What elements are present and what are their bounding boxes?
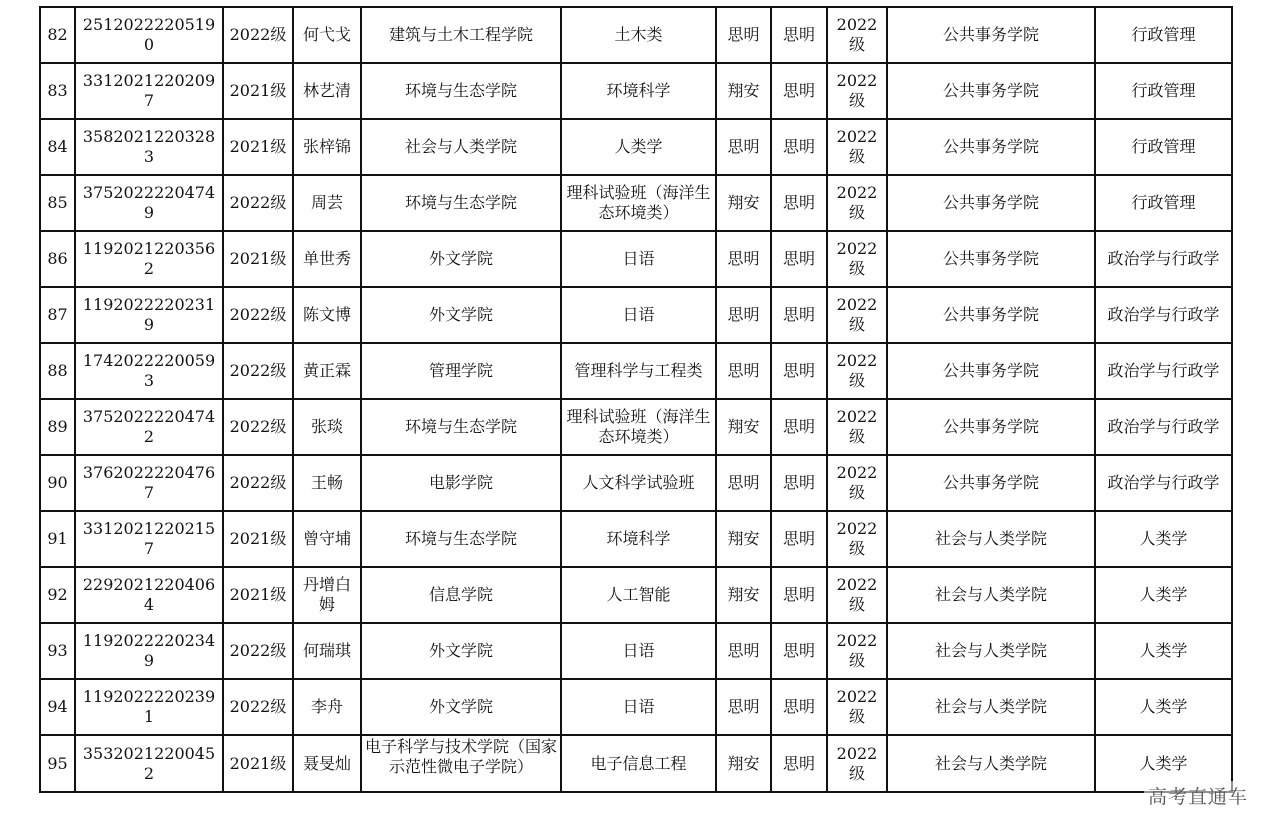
target-major-cell: 政治学与行政学 bbox=[1095, 231, 1232, 287]
target-major-cell: 人类学 bbox=[1095, 623, 1232, 679]
table-row bbox=[40, 399, 1232, 455]
target-major-cell: 行政管理 bbox=[1095, 63, 1232, 119]
student-name-cell: 何弋戈 bbox=[293, 7, 361, 63]
student-name-cell: 聂旻灿 bbox=[293, 735, 361, 792]
target-grade-cell: 2022级 bbox=[827, 679, 887, 735]
grade-cell: 2022级 bbox=[223, 679, 293, 735]
target-grade-cell: 2022级 bbox=[827, 175, 887, 231]
grade-cell: 2022级 bbox=[223, 7, 293, 63]
original-major-cell: 人文科学试验班 bbox=[561, 455, 716, 511]
student-name-cell: 王畅 bbox=[293, 455, 361, 511]
target-campus-cell: 思明 bbox=[771, 567, 827, 623]
target-college-cell: 社会与人类学院 bbox=[887, 679, 1095, 735]
grade-cell: 2022级 bbox=[223, 175, 293, 231]
target-major-cell: 政治学与行政学 bbox=[1095, 455, 1232, 511]
table-row bbox=[40, 7, 1232, 63]
original-college-cell: 外文学院 bbox=[361, 623, 561, 679]
target-major-cell: 行政管理 bbox=[1095, 119, 1232, 175]
original-campus-cell: 思明 bbox=[716, 287, 771, 343]
original-major-cell: 日语 bbox=[561, 623, 716, 679]
original-college-cell: 外文学院 bbox=[361, 287, 561, 343]
original-campus-cell: 思明 bbox=[716, 343, 771, 399]
grade-cell: 2021级 bbox=[223, 231, 293, 287]
table-row bbox=[40, 175, 1232, 231]
table-row bbox=[40, 679, 1232, 735]
original-campus-cell: 翔安 bbox=[716, 567, 771, 623]
original-college-cell: 社会与人类学院 bbox=[361, 119, 561, 175]
row-number-cell: 87 bbox=[40, 287, 75, 343]
student-name-cell: 陈文博 bbox=[293, 287, 361, 343]
original-campus-cell: 翔安 bbox=[716, 175, 771, 231]
target-campus-cell: 思明 bbox=[771, 175, 827, 231]
target-college-cell: 公共事务学院 bbox=[887, 231, 1095, 287]
original-college-cell: 电影学院 bbox=[361, 455, 561, 511]
student-name-cell: 丹增白姆 bbox=[293, 567, 361, 623]
student-id-cell: 22920212204064 bbox=[75, 567, 223, 623]
target-campus-cell: 思明 bbox=[771, 399, 827, 455]
target-college-cell: 公共事务学院 bbox=[887, 175, 1095, 231]
grade-cell: 2022级 bbox=[223, 287, 293, 343]
original-campus-cell: 翔安 bbox=[716, 735, 771, 792]
grade-cell: 2022级 bbox=[223, 455, 293, 511]
row-number-cell: 88 bbox=[40, 343, 75, 399]
row-number-cell: 94 bbox=[40, 679, 75, 735]
student-name-cell: 周芸 bbox=[293, 175, 361, 231]
student-name-cell: 单世秀 bbox=[293, 231, 361, 287]
student-name-cell: 李舟 bbox=[293, 679, 361, 735]
target-major-cell: 行政管理 bbox=[1095, 175, 1232, 231]
row-number-cell: 90 bbox=[40, 455, 75, 511]
student-id-cell: 35820212203283 bbox=[75, 119, 223, 175]
target-major-cell: 人类学 bbox=[1095, 735, 1232, 792]
grade-cell: 2022级 bbox=[223, 343, 293, 399]
transfer-student-table bbox=[39, 6, 1233, 793]
row-number-cell: 84 bbox=[40, 119, 75, 175]
target-campus-cell: 思明 bbox=[771, 623, 827, 679]
target-grade-cell: 2022级 bbox=[827, 623, 887, 679]
target-grade-cell: 2022级 bbox=[827, 343, 887, 399]
target-grade-cell: 2022级 bbox=[827, 455, 887, 511]
target-grade-cell: 2022级 bbox=[827, 511, 887, 567]
original-major-cell: 电子信息工程 bbox=[561, 735, 716, 792]
original-campus-cell: 思明 bbox=[716, 231, 771, 287]
target-campus-cell: 思明 bbox=[771, 119, 827, 175]
original-college-cell bbox=[361, 735, 561, 792]
target-college-cell: 公共事务学院 bbox=[887, 7, 1095, 63]
table-row bbox=[40, 231, 1232, 287]
row-number-cell: 95 bbox=[40, 735, 75, 792]
target-campus-cell: 思明 bbox=[771, 511, 827, 567]
original-college-cell: 信息学院 bbox=[361, 567, 561, 623]
target-college-cell: 公共事务学院 bbox=[887, 343, 1095, 399]
row-number-cell: 82 bbox=[40, 7, 75, 63]
student-id-cell: 35320212200452 bbox=[75, 735, 223, 792]
original-major-cell: 人类学 bbox=[561, 119, 716, 175]
original-major-cell: 日语 bbox=[561, 231, 716, 287]
original-college-cell: 建筑与土木工程学院 bbox=[361, 7, 561, 63]
original-campus-cell: 思明 bbox=[716, 679, 771, 735]
grade-cell: 2021级 bbox=[223, 63, 293, 119]
original-college-cell: 外文学院 bbox=[361, 231, 561, 287]
original-major-cell: 人工智能 bbox=[561, 567, 716, 623]
original-college-cell: 环境与生态学院 bbox=[361, 399, 561, 455]
original-college-cell: 环境与生态学院 bbox=[361, 175, 561, 231]
original-campus-cell: 翔安 bbox=[716, 511, 771, 567]
original-college-cell: 环境与生态学院 bbox=[361, 511, 561, 567]
student-name-cell: 何瑞琪 bbox=[293, 623, 361, 679]
row-number-cell: 91 bbox=[40, 511, 75, 567]
target-grade-cell: 2022级 bbox=[827, 735, 887, 792]
table-row bbox=[40, 63, 1232, 119]
target-grade-cell: 2022级 bbox=[827, 287, 887, 343]
target-college-cell: 公共事务学院 bbox=[887, 287, 1095, 343]
student-id-cell: 37520222204749 bbox=[75, 175, 223, 231]
target-college-cell: 社会与人类学院 bbox=[887, 567, 1095, 623]
target-grade-cell: 2022级 bbox=[827, 7, 887, 63]
student-name-cell: 曾守埔 bbox=[293, 511, 361, 567]
student-id-cell: 17420222200593 bbox=[75, 343, 223, 399]
target-major-cell: 行政管理 bbox=[1095, 7, 1232, 63]
original-college-cell: 环境与生态学院 bbox=[361, 63, 561, 119]
grade-cell: 2021级 bbox=[223, 511, 293, 567]
original-campus-cell: 翔安 bbox=[716, 63, 771, 119]
table-row bbox=[40, 623, 1232, 679]
table-row bbox=[40, 343, 1232, 399]
target-college-cell: 公共事务学院 bbox=[887, 63, 1095, 119]
target-major-cell: 人类学 bbox=[1095, 679, 1232, 735]
watermark: 高考直通车 bbox=[1144, 781, 1252, 810]
table-row bbox=[40, 119, 1232, 175]
target-grade-cell: 2022级 bbox=[827, 63, 887, 119]
row-number-cell: 85 bbox=[40, 175, 75, 231]
original-campus-cell: 思明 bbox=[716, 119, 771, 175]
original-major-cell: 环境科学 bbox=[561, 511, 716, 567]
original-major-cell: 理科试验班（海洋生态环境类） bbox=[561, 175, 716, 231]
row-number-cell: 86 bbox=[40, 231, 75, 287]
table-row bbox=[40, 511, 1232, 567]
student-id-cell: 11920222202319 bbox=[75, 287, 223, 343]
original-campus-cell: 翔安 bbox=[716, 399, 771, 455]
original-major-cell: 理科试验班（海洋生态环境类） bbox=[561, 399, 716, 455]
original-college: 电子科学与技术学院（国家示范性微电子学院） bbox=[364, 737, 557, 776]
grade-cell: 2021级 bbox=[223, 567, 293, 623]
table-row bbox=[40, 567, 1232, 623]
row-number-cell: 89 bbox=[40, 399, 75, 455]
table-body bbox=[40, 7, 1232, 792]
table-row bbox=[40, 455, 1232, 511]
target-major-cell: 政治学与行政学 bbox=[1095, 287, 1232, 343]
target-college-cell: 社会与人类学院 bbox=[887, 735, 1095, 792]
target-major-cell: 人类学 bbox=[1095, 567, 1232, 623]
student-name-cell: 张琰 bbox=[293, 399, 361, 455]
original-campus-cell: 思明 bbox=[716, 7, 771, 63]
student-id-cell: 33120212202157 bbox=[75, 511, 223, 567]
target-college-cell: 公共事务学院 bbox=[887, 119, 1095, 175]
target-campus-cell: 思明 bbox=[771, 7, 827, 63]
target-campus-cell: 思明 bbox=[771, 679, 827, 735]
target-campus-cell: 思明 bbox=[771, 343, 827, 399]
original-campus-cell: 思明 bbox=[716, 455, 771, 511]
target-grade-cell: 2022级 bbox=[827, 119, 887, 175]
original-major-cell: 日语 bbox=[561, 287, 716, 343]
row-number-cell: 92 bbox=[40, 567, 75, 623]
original-college-cell: 外文学院 bbox=[361, 679, 561, 735]
table-row bbox=[40, 735, 1232, 792]
original-major-cell: 日语 bbox=[561, 679, 716, 735]
original-major-cell: 环境科学 bbox=[561, 63, 716, 119]
target-college-cell: 公共事务学院 bbox=[887, 455, 1095, 511]
student-name-cell: 张梓锦 bbox=[293, 119, 361, 175]
original-major-cell: 管理科学与工程类 bbox=[561, 343, 716, 399]
target-college-cell: 社会与人类学院 bbox=[887, 511, 1095, 567]
grade-cell: 2021级 bbox=[223, 735, 293, 792]
target-campus-cell: 思明 bbox=[771, 231, 827, 287]
target-grade-cell: 2022级 bbox=[827, 399, 887, 455]
student-id-cell: 37520222204742 bbox=[75, 399, 223, 455]
grade-cell: 2022级 bbox=[223, 623, 293, 679]
table-row bbox=[40, 287, 1232, 343]
student-id-cell: 25120222205190 bbox=[75, 7, 223, 63]
original-major-cell: 土木类 bbox=[561, 7, 716, 63]
target-college-cell: 社会与人类学院 bbox=[887, 623, 1095, 679]
target-campus-cell: 思明 bbox=[771, 735, 827, 792]
target-major-cell: 人类学 bbox=[1095, 511, 1232, 567]
original-college-cell: 管理学院 bbox=[361, 343, 561, 399]
grade-cell: 2022级 bbox=[223, 399, 293, 455]
row-number-cell: 93 bbox=[40, 623, 75, 679]
student-id-cell: 11920222202391 bbox=[75, 679, 223, 735]
target-major-cell: 政治学与行政学 bbox=[1095, 399, 1232, 455]
target-grade-cell: 2022级 bbox=[827, 567, 887, 623]
target-major-cell: 政治学与行政学 bbox=[1095, 343, 1232, 399]
student-id-cell: 11920212203562 bbox=[75, 231, 223, 287]
student-name-cell: 林艺清 bbox=[293, 63, 361, 119]
target-college-cell: 公共事务学院 bbox=[887, 399, 1095, 455]
student-id-cell: 11920222202349 bbox=[75, 623, 223, 679]
grade-cell: 2021级 bbox=[223, 119, 293, 175]
original-campus-cell: 思明 bbox=[716, 623, 771, 679]
student-id-cell: 33120212202097 bbox=[75, 63, 223, 119]
target-campus-cell: 思明 bbox=[771, 455, 827, 511]
student-name-cell: 黄正霖 bbox=[293, 343, 361, 399]
student-id-cell: 37620222204767 bbox=[75, 455, 223, 511]
target-campus-cell: 思明 bbox=[771, 63, 827, 119]
target-campus-cell: 思明 bbox=[771, 287, 827, 343]
row-number-cell: 83 bbox=[40, 63, 75, 119]
target-grade-cell: 2022级 bbox=[827, 231, 887, 287]
